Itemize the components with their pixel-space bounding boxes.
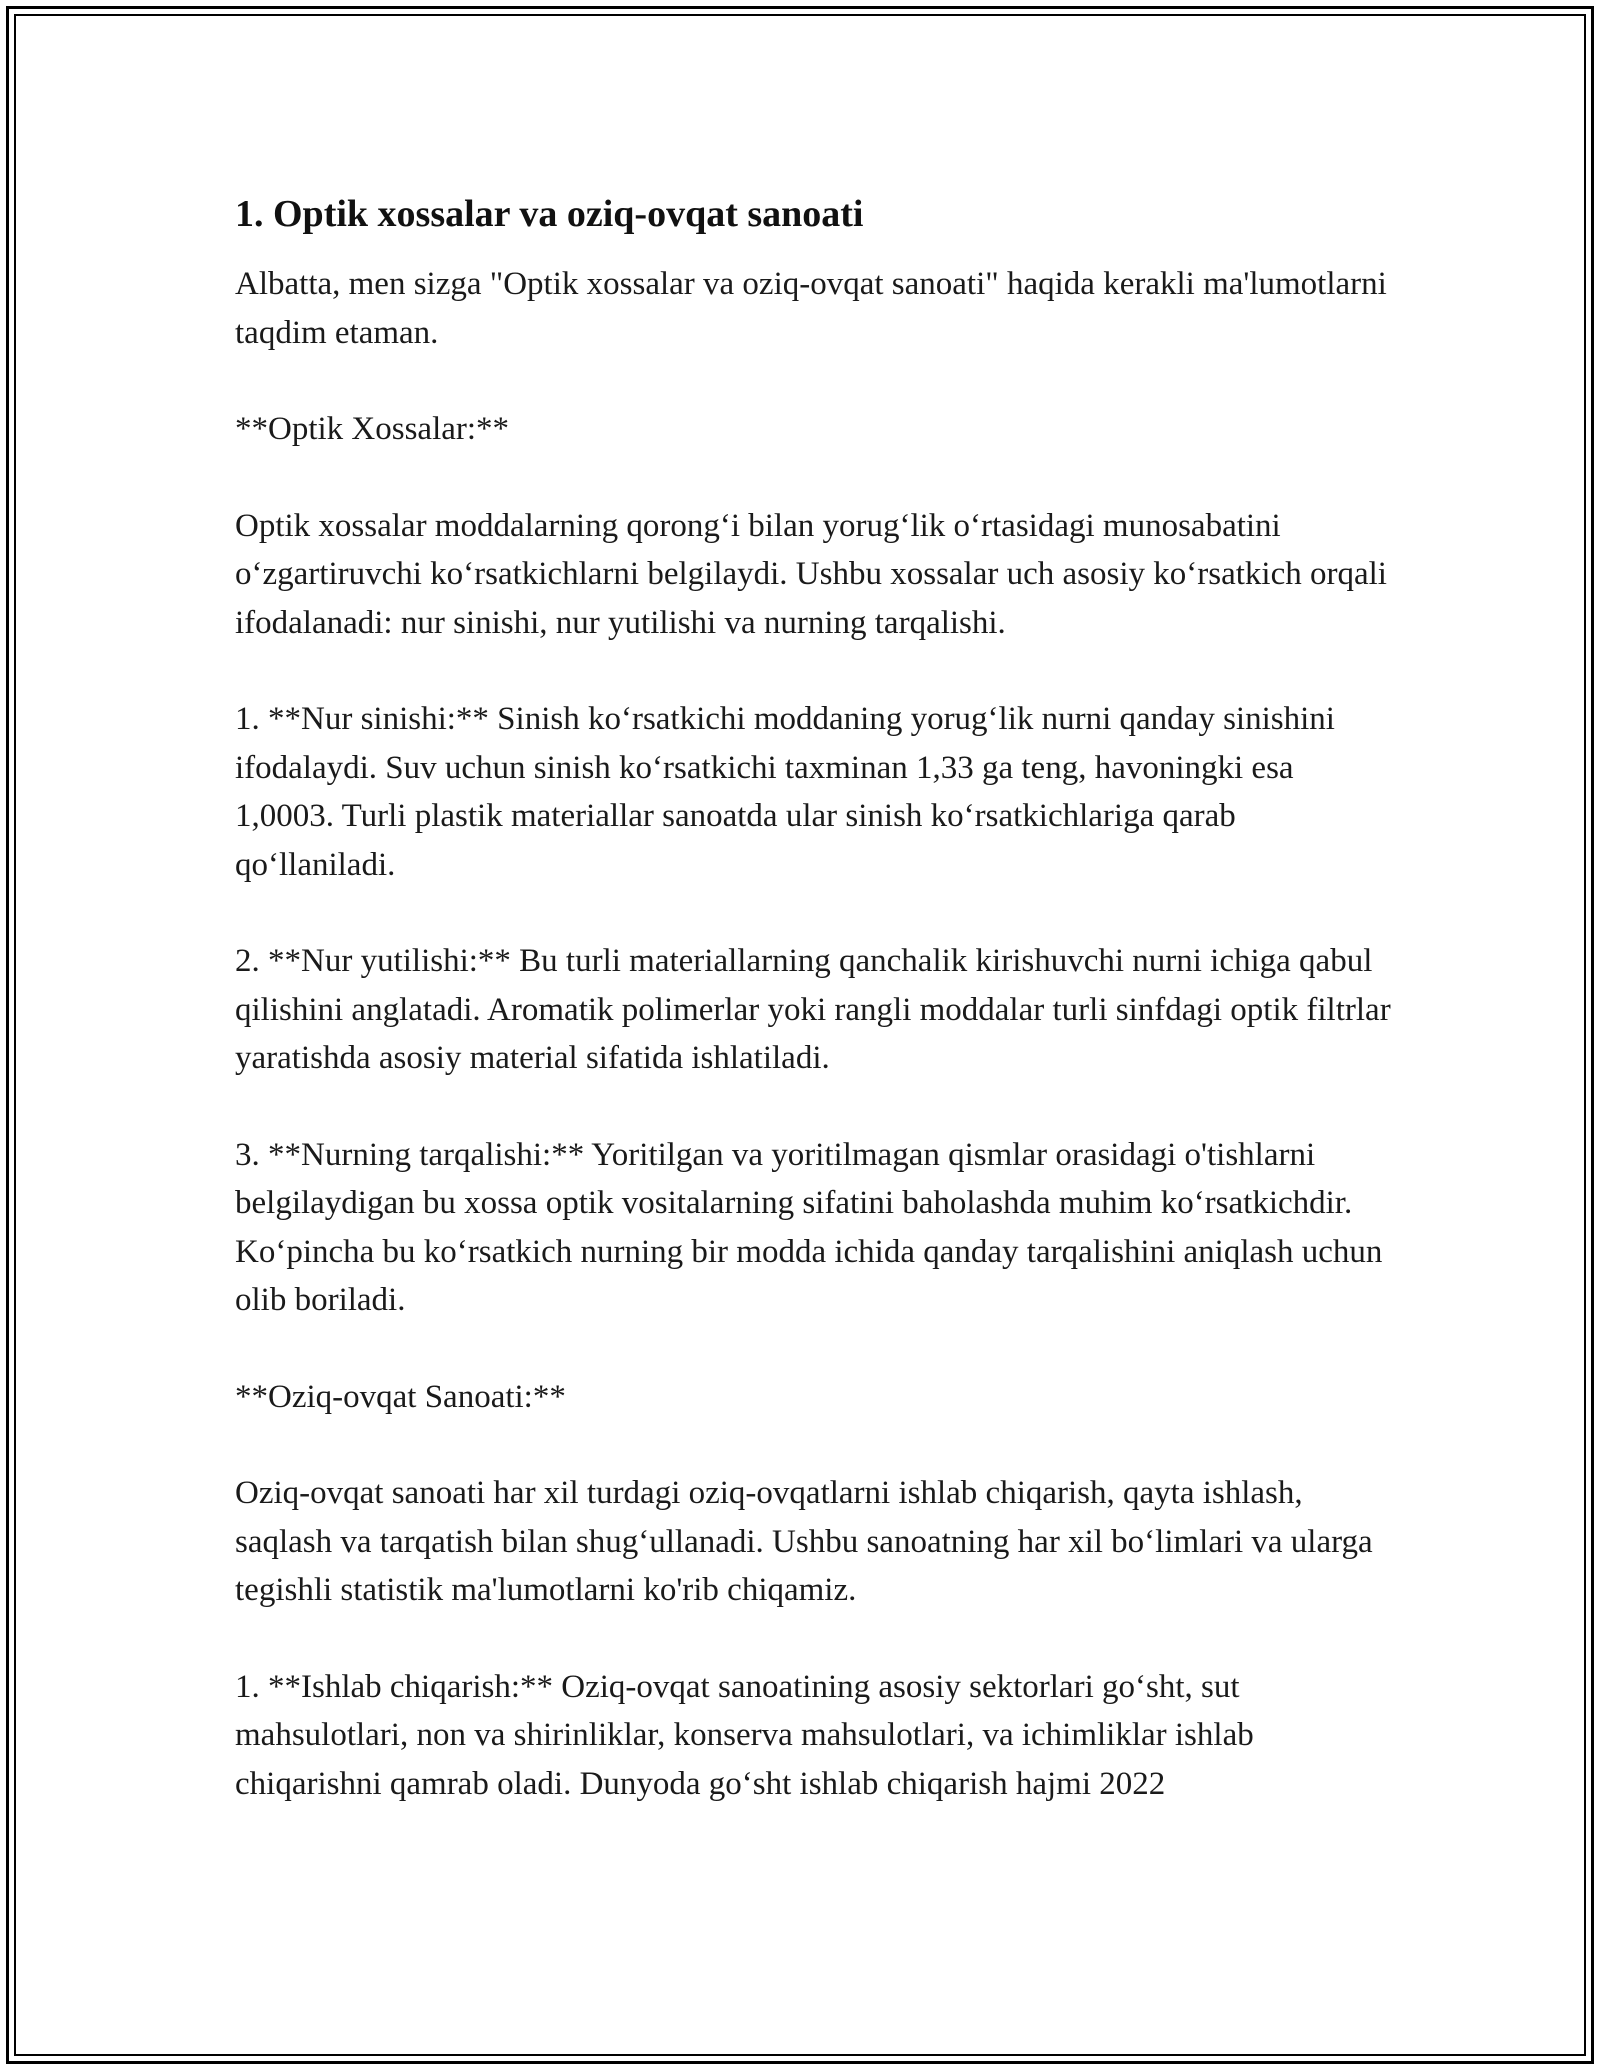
oziq-ovqat-sanoati-paragraph: Oziq-ovqat sanoati har xil turdagi oziq-ovqatlarni ishlab chiqarish, qayta ishlash, saqlash va tarqatish bilan shug‘ullanadi. Ushbu sanoatning har xil bo‘limlari va ularga tegishli statistik ma'lumotlarni ko'rib chiqamiz. [235, 1475, 1381, 1608]
optik-xossalar-paragraph: Optik xossalar moddalarning qorong‘i bilan yorug‘lik o‘rtasidagi munosabatini o‘zgartiruvchi ko‘rsatkichlarni belgilaydi. Ushbu xossalar uch asosiy ko‘rsatkich orqali ifodalanadi: nur sinishi, nur yutilishi va nurning tarqalishi. [235, 507, 1396, 641]
list-item-nurning-tarqalishi: 3. **Nurning tarqalishi:** Yoritilgan va yoritilmagan qismlar orasidagi o'tishlarni belgilaydigan bu xossa optik vositalarning sifatini baholashda muhim ko‘rsatkichdir. Ko‘pincha bu ko‘rsatkich nurning bir modda ichida qanday tarqalishini aniqlash uchun olib boriladi. [235, 1136, 1391, 1318]
section-heading-oziq-ovqat-sanoati: **Oziq-ovqat Sanoati:** [235, 1378, 566, 1415]
list-item-nur-yutilishi: 2. **Nur yutilishi:** Bu turli materiallarning qanchalik kirishuvchi nurni ichiga qabul qilishini anglatadi. Aromatik polimerlar yoki rangli moddalar turli sinfdagi optik filtrlar yaratishda asosiy material sifatida ishlatiladi. [235, 943, 1399, 1076]
document-body [235, 186, 1399, 1808]
document-title: 1. Optik xossalar va oziq-ovqat sanoati [235, 193, 864, 235]
list-item-nur-sinishi: 1. **Nur sinishi:** Sinish ko‘rsatkichi moddaning yorug‘lik nurni qanday sinishini ifodalaydi. Suv uchun sinish ko‘rsatkichi taxminan 1,33 ga teng, havoningki esa 1,0003. Turli plastik materiallar sanoatda ular sinish ko‘rsatkichlariga qarab qo‘llaniladi. [235, 701, 1344, 883]
list-item-ishlab-chiqarish: 1. **Ishlab chiqarish:** Oziq-ovqat sanoatining asosiy sektorlari go‘sht, sut mahsulotlari, non va shirinliklar, konserva mahsulotlari, va ichimliklar ishlab chiqarishni qamrab oladi. Dunyoda go‘sht ishlab chiqarish hajmi 2022 [235, 1668, 1262, 1802]
intro-paragraph: Albatta, men sizga "Optik xossalar va oziq-ovqat sanoati" haqida kerakli ma'lumotlarni taqdim etaman. [235, 266, 1396, 351]
section-heading-optik-xossalar: **Optik Xossalar:** [235, 411, 510, 447]
